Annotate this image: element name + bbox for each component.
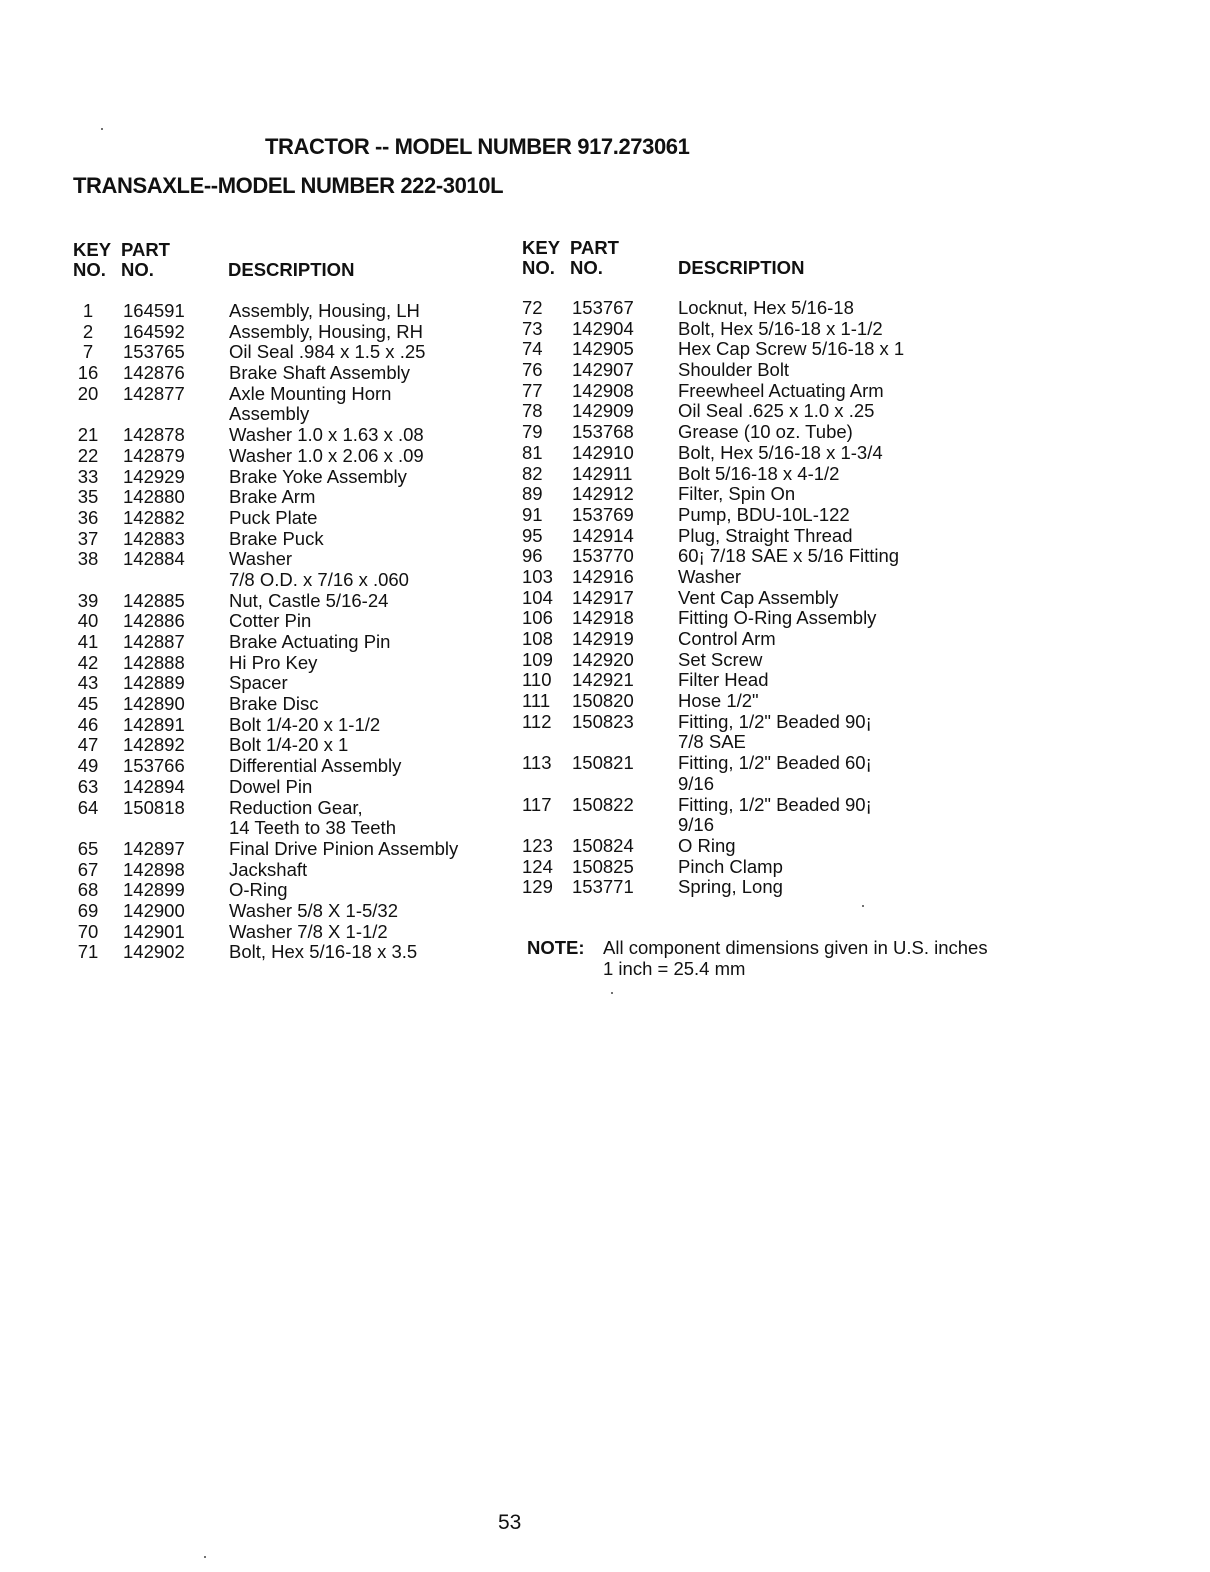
- part-number: 142885: [123, 589, 185, 611]
- part-number: 142883: [123, 527, 185, 549]
- part-number: 142904: [572, 317, 634, 339]
- table-row: [73, 880, 503, 901]
- key-number: 76: [522, 359, 543, 381]
- table-row: [73, 446, 503, 467]
- part-header: PART: [121, 239, 170, 260]
- part-description: Reduction Gear, 14 Teeth to 38 Teeth: [229, 796, 396, 839]
- key-number: 20: [77, 382, 99, 404]
- part-number: 142892: [123, 734, 185, 756]
- key-number: 109: [522, 648, 553, 670]
- part-description: Bolt, Hex 5/16-18 x 1-1/2: [678, 317, 883, 339]
- key-number: 103: [522, 565, 553, 587]
- key-number: 71: [77, 941, 99, 963]
- scan-speck: [101, 128, 103, 130]
- part-description: Grease (10 oz. Tube): [678, 421, 853, 443]
- part-number: 164592: [123, 320, 185, 342]
- key-number: 81: [522, 441, 543, 463]
- table-row: [522, 877, 942, 898]
- key-number: 112: [522, 710, 552, 732]
- table-row: [73, 735, 503, 756]
- part-number: 142920: [572, 648, 634, 670]
- part-number: 150824: [572, 834, 634, 856]
- table-row: [522, 836, 942, 857]
- part-number: 153770: [572, 545, 634, 567]
- part-number: 142884: [123, 548, 185, 570]
- key-number: 95: [522, 524, 543, 546]
- key-number: 78: [522, 400, 543, 422]
- table-row: [522, 360, 942, 381]
- part-number: 142890: [123, 693, 185, 715]
- no-header: NO.: [570, 257, 603, 278]
- part-description: Spring, Long: [678, 876, 783, 898]
- key-number: 106: [522, 607, 553, 629]
- table-row: [73, 860, 503, 881]
- part-number: 153766: [123, 755, 185, 777]
- part-description: O-Ring: [229, 879, 288, 901]
- no-header: NO.: [73, 259, 106, 280]
- part-description: Shoulder Bolt: [678, 359, 790, 381]
- table-row: [73, 363, 503, 384]
- part-description: Washer 7/8 X 1-1/2: [229, 920, 388, 942]
- part-description: Brake Actuating Pin: [229, 631, 391, 653]
- table-row: [73, 342, 503, 363]
- part-number: 142876: [123, 362, 185, 384]
- key-number: 2: [82, 320, 94, 342]
- part-description: Washer 5/8 X 1-5/32: [229, 899, 398, 921]
- part-description: Washer 1.0 x 1.63 x .08: [229, 424, 424, 446]
- no-header: NO.: [522, 257, 555, 278]
- part-description: Fitting, 1/2" Beaded 60¡ 9/16: [678, 752, 872, 794]
- part-description: Brake Disc: [229, 693, 319, 715]
- key-number: 113: [522, 752, 552, 774]
- table-row: [522, 464, 942, 485]
- key-number: 1: [82, 300, 94, 321]
- part-description: Differential Assembly: [229, 755, 402, 777]
- key-number: 43: [77, 672, 99, 694]
- transaxle-model-title: TRANSAXLE--MODEL NUMBER 222-3010L: [73, 173, 504, 198]
- part-description: Locknut, Hex 5/16-18: [678, 297, 854, 318]
- table-row: [73, 715, 503, 736]
- table-row: [73, 798, 503, 839]
- key-number: 124: [522, 855, 553, 877]
- table-row: [522, 319, 942, 340]
- key-number: 64: [77, 796, 99, 818]
- part-description: 60¡ 7/18 SAE x 5/16 Fitting: [678, 545, 900, 567]
- table-row: [522, 567, 942, 588]
- page-number: 53: [498, 1511, 522, 1534]
- key-number: 129: [522, 876, 553, 898]
- table-row: [73, 591, 503, 612]
- part-number: 142919: [572, 628, 634, 649]
- table-row: [73, 508, 503, 529]
- part-number: 142877: [123, 382, 185, 404]
- key-number: 123: [522, 834, 553, 856]
- part-description: Bolt 1/4-20 x 1-1/2: [229, 713, 381, 735]
- key-number: 33: [77, 465, 99, 487]
- part-description: Nut, Castle 5/16-24: [229, 589, 389, 611]
- part-number: 142888: [123, 651, 185, 673]
- key-number: 37: [77, 527, 99, 549]
- part-description: Freewheel Actuating Arm: [678, 379, 884, 401]
- description-header: DESCRIPTION: [228, 259, 355, 280]
- table-row: [73, 301, 503, 322]
- table-row: [522, 484, 942, 505]
- table-row: [522, 857, 942, 878]
- table-row: [522, 505, 942, 526]
- key-number: 111: [522, 690, 551, 712]
- part-description: Oil Seal .984 x 1.5 x .25: [229, 341, 426, 363]
- key-number: 65: [77, 837, 99, 859]
- part-description: Hi Pro Key: [229, 651, 318, 673]
- key-number: 72: [522, 297, 543, 318]
- table-row: [73, 756, 503, 777]
- table-row: [73, 529, 503, 550]
- part-number: 142900: [123, 899, 185, 921]
- table-row: [522, 629, 942, 650]
- part-number: 142882: [123, 506, 185, 528]
- left-parts-table: [73, 301, 503, 963]
- part-number: 153768: [572, 421, 634, 443]
- description-header: DESCRIPTION: [678, 257, 805, 278]
- part-number: 142911: [572, 462, 633, 484]
- key-number: 63: [77, 775, 99, 797]
- part-description: Washer 7/8 O.D. x 7/16 x .060: [229, 548, 409, 590]
- table-row: [522, 753, 942, 794]
- key-number: 70: [77, 920, 99, 942]
- part-description: Bolt 5/16-18 x 4-1/2: [678, 462, 840, 484]
- table-row: [73, 901, 503, 922]
- no-header: NO.: [121, 259, 154, 280]
- scan-speck: [204, 1556, 206, 1558]
- scan-speck: [611, 992, 613, 994]
- part-number: 153765: [123, 341, 185, 363]
- note-label: NOTE:: [527, 937, 585, 958]
- part-description: Hex Cap Screw 5/16-18 x 1: [678, 338, 905, 360]
- part-number: 153767: [572, 297, 634, 318]
- part-description: O Ring: [678, 834, 736, 856]
- part-description: Assembly, Housing, RH: [229, 320, 423, 342]
- table-row: [522, 298, 942, 319]
- table-row: [522, 588, 942, 609]
- table-row: [522, 691, 942, 712]
- part-description: Brake Arm: [229, 486, 316, 508]
- part-description: Oil Seal .625 x 1.0 x .25: [678, 400, 875, 422]
- table-row: [73, 322, 503, 343]
- key-number: 82: [522, 462, 543, 484]
- part-number: 142878: [123, 424, 185, 446]
- part-number: 142910: [572, 441, 634, 463]
- part-number: 142894: [123, 775, 185, 797]
- part-number: 142897: [123, 837, 185, 859]
- table-row: [73, 384, 503, 425]
- part-number: 142886: [123, 610, 185, 632]
- part-description: Fitting, 1/2" Beaded 90¡ 7/8 SAE: [678, 710, 872, 753]
- part-description: Vent Cap Assembly: [678, 586, 839, 608]
- part-description: Washer 1.0 x 2.06 x .09: [229, 444, 424, 466]
- key-number: 38: [77, 548, 99, 570]
- part-number: 142909: [572, 400, 634, 422]
- part-description: Filter Head: [678, 669, 769, 691]
- part-number: 142908: [572, 379, 634, 401]
- part-number: 142902: [123, 941, 185, 963]
- part-description: Dowel Pin: [229, 775, 313, 797]
- part-description: Control Arm: [678, 628, 776, 649]
- part-number: 153771: [572, 876, 634, 898]
- table-row: [73, 487, 503, 508]
- key-number: 74: [522, 338, 543, 360]
- key-number: 40: [77, 610, 99, 632]
- table-row: [73, 694, 503, 715]
- part-description: Fitting O-Ring Assembly: [678, 607, 877, 629]
- part-description: Brake Shaft Assembly: [229, 362, 410, 384]
- key-number: 22: [77, 444, 99, 466]
- table-row: [522, 401, 942, 422]
- tractor-model-title: TRACTOR -- MODEL NUMBER 917.273061: [265, 134, 690, 159]
- part-description: Bolt, Hex 5/16-18 x 3.5: [229, 941, 418, 963]
- key-number: 67: [77, 858, 99, 880]
- part-number: 142887: [123, 631, 185, 653]
- part-description: Bolt 1/4-20 x 1: [229, 734, 349, 756]
- part-number: 150821: [572, 752, 634, 774]
- part-description: Axle Mounting Horn Assembly: [229, 382, 392, 425]
- part-description: Hose 1/2": [678, 690, 759, 712]
- note-text: All component dimensions given in U.S. inches 1 inch = 25.4 mm: [603, 937, 988, 979]
- part-number: 142905: [572, 338, 634, 360]
- part-number: 142899: [123, 879, 185, 901]
- table-row: [522, 443, 942, 464]
- part-number: 142921: [572, 669, 634, 691]
- key-number: 16: [77, 362, 99, 384]
- key-number: 110: [522, 669, 552, 691]
- part-number: 150822: [572, 793, 634, 815]
- part-number: 142898: [123, 858, 185, 880]
- part-description: Set Screw: [678, 648, 763, 670]
- part-number: 150825: [572, 855, 634, 877]
- part-description: Jackshaft: [229, 858, 308, 880]
- key-number: 91: [522, 503, 543, 525]
- part-number: 164591: [123, 300, 185, 321]
- key-number: 49: [77, 755, 99, 777]
- table-row: [73, 467, 503, 488]
- part-description: Brake Puck: [229, 527, 324, 549]
- table-row: [522, 712, 942, 753]
- table-row: [73, 839, 503, 860]
- key-number: 21: [77, 424, 99, 446]
- key-number: 45: [77, 693, 99, 715]
- key-header: KEY: [73, 239, 112, 260]
- part-description: Assembly, Housing, LH: [229, 300, 420, 321]
- key-number: 73: [522, 317, 543, 339]
- scan-speck: [862, 905, 864, 907]
- part-description: Cotter Pin: [229, 610, 312, 632]
- part-description: Fitting, 1/2" Beaded 90¡ 9/16: [678, 793, 872, 836]
- key-number: 77: [522, 379, 543, 401]
- table-row: [522, 546, 942, 567]
- part-description: Washer: [678, 565, 742, 587]
- part-number: 150823: [572, 710, 634, 732]
- part-number: 142916: [572, 565, 634, 587]
- key-header: KEY: [522, 237, 561, 258]
- table-row: [522, 650, 942, 671]
- part-description: Spacer: [229, 672, 288, 694]
- table-row: [73, 922, 503, 943]
- table-row: [73, 777, 503, 798]
- right-parts-table: [522, 298, 942, 898]
- key-number: 39: [77, 589, 99, 611]
- table-row: [73, 673, 503, 694]
- key-number: 47: [77, 734, 99, 756]
- key-number: 104: [522, 586, 553, 608]
- part-description: Final Drive Pinion Assembly: [229, 837, 459, 859]
- part-number: 142901: [123, 920, 185, 942]
- key-number: 36: [77, 506, 99, 528]
- part-header: PART: [570, 237, 619, 258]
- key-number: 69: [77, 899, 99, 921]
- part-number: 142891: [123, 713, 185, 735]
- key-number: 79: [522, 421, 543, 443]
- part-number: 142914: [572, 524, 634, 546]
- part-number: 153769: [572, 503, 634, 525]
- part-number: 142912: [572, 483, 634, 505]
- key-number: 46: [77, 713, 99, 735]
- table-row: [522, 422, 942, 443]
- part-number: 142918: [572, 607, 634, 629]
- part-description: Brake Yoke Assembly: [229, 465, 407, 487]
- part-number: 142889: [123, 672, 185, 694]
- table-row: [73, 611, 503, 632]
- table-row: [522, 795, 942, 836]
- part-number: 150820: [572, 690, 634, 712]
- key-number: 96: [522, 545, 543, 567]
- table-row: [73, 942, 503, 963]
- table-row: [73, 653, 503, 674]
- key-number: 7: [82, 341, 94, 363]
- key-number: 89: [522, 483, 543, 505]
- table-row: [73, 549, 503, 590]
- part-number: 142879: [123, 444, 185, 466]
- part-description: Pump, BDU-10L-122: [678, 503, 850, 525]
- part-description: Puck Plate: [229, 506, 318, 528]
- table-row: [522, 339, 942, 360]
- table-row: [522, 670, 942, 691]
- part-number: 142907: [572, 359, 634, 381]
- part-number: 142917: [572, 586, 634, 608]
- key-number: 68: [77, 879, 99, 901]
- part-number: 142929: [123, 465, 185, 487]
- part-description: Filter, Spin On: [678, 483, 796, 505]
- key-number: 42: [77, 651, 99, 673]
- table-row: [522, 526, 942, 547]
- table-row: [522, 381, 942, 402]
- part-number: 150818: [123, 796, 185, 818]
- part-description: Plug, Straight Thread: [678, 524, 853, 546]
- key-number: 35: [77, 486, 99, 508]
- table-row: [522, 608, 942, 629]
- part-description: Bolt, Hex 5/16-18 x 1-3/4: [678, 441, 883, 463]
- part-number: 142880: [123, 486, 185, 508]
- key-number: 117: [522, 793, 552, 815]
- key-number: 41: [77, 631, 99, 653]
- key-number: 108: [522, 628, 553, 649]
- part-description: Pinch Clamp: [678, 855, 783, 877]
- table-row: [73, 632, 503, 653]
- table-row: [73, 425, 503, 446]
